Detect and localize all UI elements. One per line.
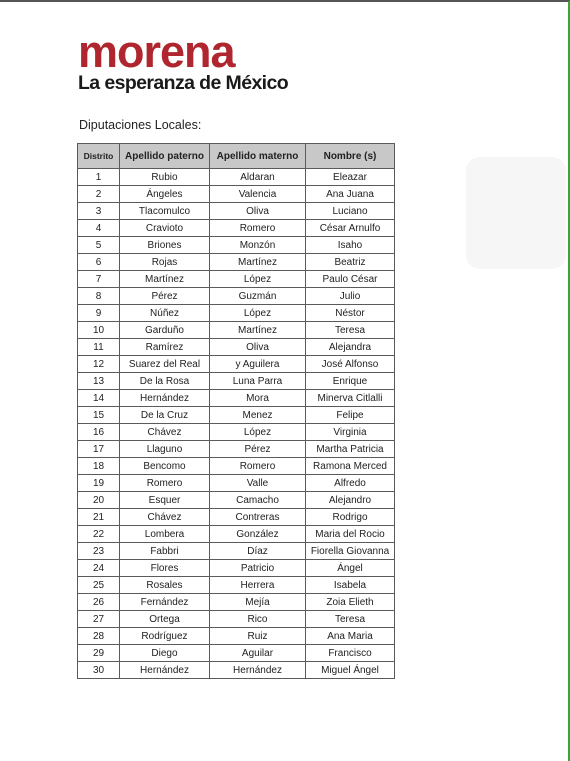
cell-nombre: Alfredo	[306, 475, 395, 492]
cell-apellido-materno: Contreras	[210, 509, 306, 526]
cell-apellido-materno: López	[210, 305, 306, 322]
table-row	[78, 390, 395, 407]
cell-distrito: 2	[78, 186, 120, 203]
cell-nombre: Maria del Rocio	[306, 526, 395, 543]
table-row	[78, 492, 395, 509]
cell-apellido-materno: Hernández	[210, 662, 306, 679]
cell-distrito: 20	[78, 492, 120, 509]
table-row	[78, 407, 395, 424]
cell-distrito: 10	[78, 322, 120, 339]
table-row	[78, 220, 395, 237]
cell-distrito: 25	[78, 577, 120, 594]
morena-logo	[78, 26, 289, 94]
cell-nombre: Martha Patricia	[306, 441, 395, 458]
cell-apellido-paterno: Rosales	[120, 577, 210, 594]
cell-distrito: 24	[78, 560, 120, 577]
cell-distrito: 22	[78, 526, 120, 543]
cell-nombre: Alejandro	[306, 492, 395, 509]
cell-nombre: César Arnulfo	[306, 220, 395, 237]
cell-distrito: 17	[78, 441, 120, 458]
cell-nombre: Isaho	[306, 237, 395, 254]
cell-distrito: 5	[78, 237, 120, 254]
table-header-row	[78, 144, 395, 169]
cell-distrito: 18	[78, 458, 120, 475]
table-row	[78, 424, 395, 441]
table-row	[78, 662, 395, 679]
table-row	[78, 169, 395, 186]
cell-nombre: Néstor	[306, 305, 395, 322]
cell-apellido-paterno: Chávez	[120, 424, 210, 441]
cell-distrito: 12	[78, 356, 120, 373]
cell-nombre: Miguel Ángel	[306, 662, 395, 679]
cell-apellido-paterno: Hernández	[120, 662, 210, 679]
table-row	[78, 458, 395, 475]
cell-apellido-materno: Herrera	[210, 577, 306, 594]
cell-apellido-materno: Oliva	[210, 339, 306, 356]
cell-apellido-materno: Patricio	[210, 560, 306, 577]
cell-nombre: Fiorella Giovanna	[306, 543, 395, 560]
table-row	[78, 186, 395, 203]
cell-nombre: Julio	[306, 288, 395, 305]
table-row	[78, 628, 395, 645]
cell-apellido-materno: Pérez	[210, 441, 306, 458]
cell-apellido-paterno: De la Cruz	[120, 407, 210, 424]
cell-apellido-materno: Mejía	[210, 594, 306, 611]
table-row	[78, 645, 395, 662]
cell-apellido-materno: López	[210, 424, 306, 441]
table-row	[78, 543, 395, 560]
cell-apellido-materno: Romero	[210, 458, 306, 475]
cell-nombre: Enrique	[306, 373, 395, 390]
table-row	[78, 373, 395, 390]
cell-apellido-paterno: Ortega	[120, 611, 210, 628]
cell-distrito: 1	[78, 169, 120, 186]
cell-apellido-materno: Guzmán	[210, 288, 306, 305]
cell-apellido-paterno: Fabbri	[120, 543, 210, 560]
table-row	[78, 305, 395, 322]
table-row	[78, 509, 395, 526]
cell-apellido-paterno: Rojas	[120, 254, 210, 271]
header-apellido-paterno: Apellido paterno	[120, 144, 210, 169]
cell-apellido-materno: López	[210, 271, 306, 288]
cell-apellido-materno: Luna Parra	[210, 373, 306, 390]
cell-apellido-paterno: Suarez del Real	[120, 356, 210, 373]
header-apellido-materno: Apellido materno	[210, 144, 306, 169]
cell-apellido-materno: Camacho	[210, 492, 306, 509]
cell-nombre: Ana Juana	[306, 186, 395, 203]
cell-distrito: 8	[78, 288, 120, 305]
cell-nombre: Eleazar	[306, 169, 395, 186]
cell-nombre: Ramona Merced	[306, 458, 395, 475]
table-row	[78, 560, 395, 577]
cell-distrito: 7	[78, 271, 120, 288]
cell-nombre: Minerva Citlalli	[306, 390, 395, 407]
cell-apellido-paterno: Esquer	[120, 492, 210, 509]
table-row	[78, 237, 395, 254]
cell-distrito: 3	[78, 203, 120, 220]
cell-apellido-paterno: Romero	[120, 475, 210, 492]
logo-brand-text: morena	[78, 26, 235, 77]
cell-apellido-materno: Díaz	[210, 543, 306, 560]
cell-nombre: Luciano	[306, 203, 395, 220]
cell-apellido-paterno: Llaguno	[120, 441, 210, 458]
cell-distrito: 16	[78, 424, 120, 441]
cell-nombre: Francisco	[306, 645, 395, 662]
cell-apellido-materno: Menez	[210, 407, 306, 424]
cell-apellido-paterno: Núñez	[120, 305, 210, 322]
cell-apellido-materno: Romero	[210, 220, 306, 237]
table-row	[78, 322, 395, 339]
cell-apellido-paterno: Cravioto	[120, 220, 210, 237]
cell-nombre: José Alfonso	[306, 356, 395, 373]
header-distrito: Distrito	[78, 144, 120, 169]
table-row	[78, 339, 395, 356]
cell-apellido-paterno: Garduño	[120, 322, 210, 339]
cell-apellido-paterno: Hernández	[120, 390, 210, 407]
cell-distrito: 6	[78, 254, 120, 271]
cell-distrito: 19	[78, 475, 120, 492]
header-nombre: Nombre (s)	[306, 144, 395, 169]
cell-apellido-paterno: Rubio	[120, 169, 210, 186]
cell-nombre: Felipe	[306, 407, 395, 424]
table-row	[78, 577, 395, 594]
cell-nombre: Rodrigo	[306, 509, 395, 526]
cell-apellido-materno: Mora	[210, 390, 306, 407]
cell-apellido-materno: Martínez	[210, 254, 306, 271]
cell-apellido-paterno: Tlacomulco	[120, 203, 210, 220]
cell-apellido-materno: Rico	[210, 611, 306, 628]
faded-background-card	[466, 157, 566, 269]
table-row	[78, 356, 395, 373]
cell-apellido-materno: Aldaran	[210, 169, 306, 186]
cell-distrito: 14	[78, 390, 120, 407]
cell-nombre: Zoia Elieth	[306, 594, 395, 611]
cell-apellido-paterno: Flores	[120, 560, 210, 577]
cell-apellido-materno: Valle	[210, 475, 306, 492]
cell-distrito: 27	[78, 611, 120, 628]
cell-distrito: 29	[78, 645, 120, 662]
cell-nombre: Beatriz	[306, 254, 395, 271]
cell-nombre: Alejandra	[306, 339, 395, 356]
cell-distrito: 13	[78, 373, 120, 390]
cell-nombre: Ángel	[306, 560, 395, 577]
cell-nombre: Teresa	[306, 611, 395, 628]
cell-apellido-paterno: Ángeles	[120, 186, 210, 203]
cell-nombre: Isabela	[306, 577, 395, 594]
table-row	[78, 254, 395, 271]
table-row	[78, 441, 395, 458]
cell-distrito: 11	[78, 339, 120, 356]
cell-apellido-materno: Monzón	[210, 237, 306, 254]
cell-apellido-materno: Valencia	[210, 186, 306, 203]
cell-apellido-materno: Martínez	[210, 322, 306, 339]
table-row	[78, 203, 395, 220]
cell-apellido-paterno: Diego	[120, 645, 210, 662]
cell-apellido-materno: y Aguilera	[210, 356, 306, 373]
cell-distrito: 28	[78, 628, 120, 645]
table-row	[78, 611, 395, 628]
table-row	[78, 475, 395, 492]
cell-distrito: 21	[78, 509, 120, 526]
logo-tagline: La esperanza de México	[78, 72, 289, 94]
cell-apellido-paterno: Briones	[120, 237, 210, 254]
cell-distrito: 30	[78, 662, 120, 679]
table-row	[78, 271, 395, 288]
cell-apellido-paterno: De la Rosa	[120, 373, 210, 390]
cell-distrito: 26	[78, 594, 120, 611]
cell-apellido-paterno: Pérez	[120, 288, 210, 305]
cell-apellido-paterno: Fernández	[120, 594, 210, 611]
cell-nombre: Ana Maria	[306, 628, 395, 645]
cell-apellido-paterno: Martínez	[120, 271, 210, 288]
table-row	[78, 526, 395, 543]
cell-apellido-materno: González	[210, 526, 306, 543]
table-row	[78, 288, 395, 305]
candidates-table	[77, 143, 395, 679]
cell-apellido-paterno: Chávez	[120, 509, 210, 526]
table-body	[78, 169, 395, 679]
cell-apellido-materno: Oliva	[210, 203, 306, 220]
cell-distrito: 9	[78, 305, 120, 322]
cell-distrito: 23	[78, 543, 120, 560]
cell-apellido-paterno: Rodríguez	[120, 628, 210, 645]
table-row	[78, 594, 395, 611]
cell-nombre: Paulo César	[306, 271, 395, 288]
cell-apellido-materno: Ruiz	[210, 628, 306, 645]
cell-nombre: Virginia	[306, 424, 395, 441]
cell-apellido-paterno: Ramírez	[120, 339, 210, 356]
cell-distrito: 4	[78, 220, 120, 237]
cell-distrito: 15	[78, 407, 120, 424]
section-title: Diputaciones Locales:	[79, 118, 202, 132]
cell-apellido-materno: Aguilar	[210, 645, 306, 662]
cell-apellido-paterno: Bencomo	[120, 458, 210, 475]
cell-nombre: Teresa	[306, 322, 395, 339]
cell-apellido-paterno: Lombera	[120, 526, 210, 543]
